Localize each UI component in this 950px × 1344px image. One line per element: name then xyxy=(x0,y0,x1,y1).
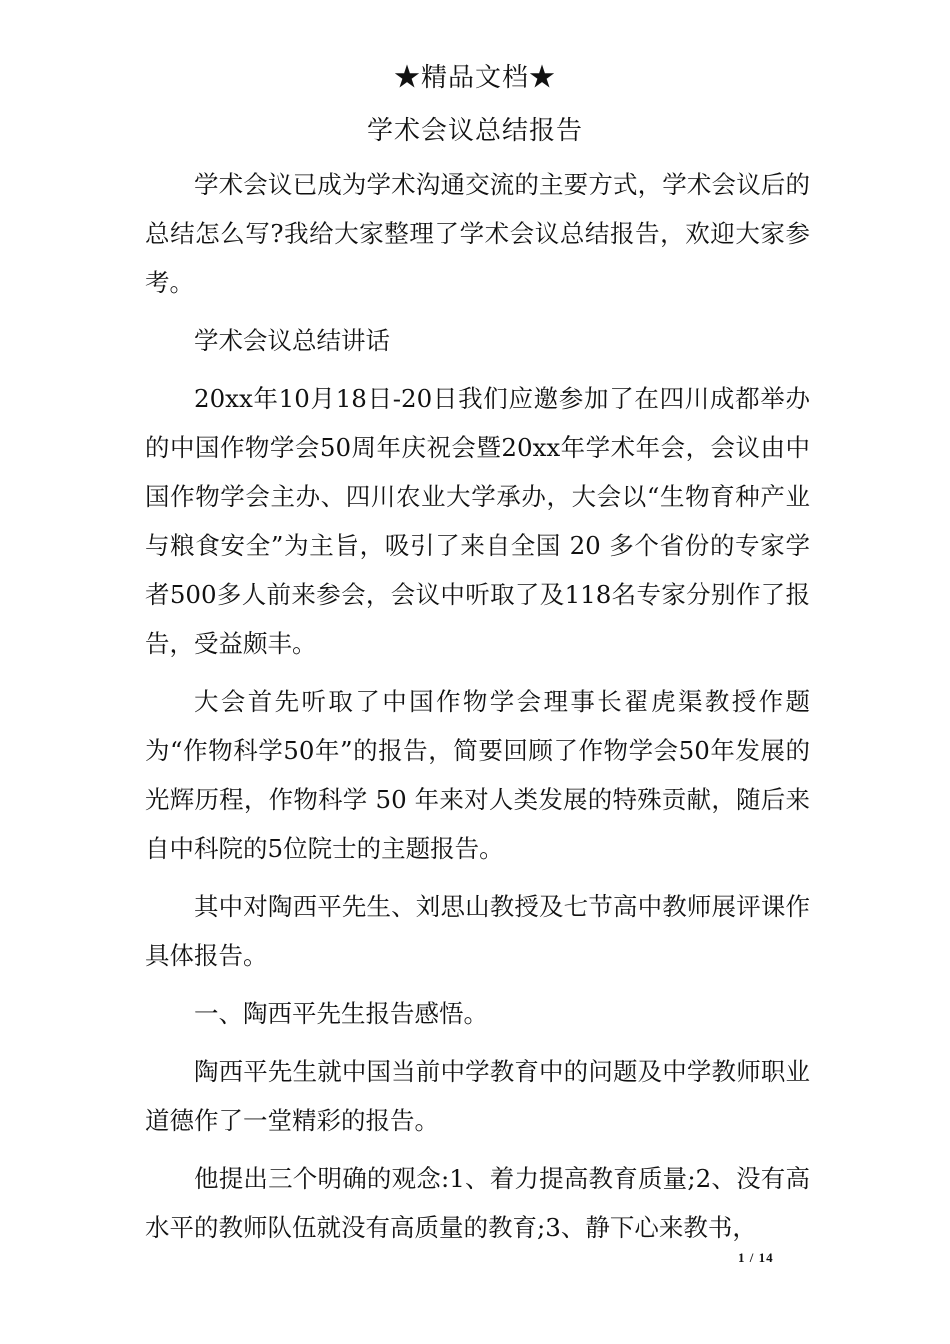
page-title: 学术会议总结报告 xyxy=(366,116,583,146)
paragraph-three-concepts: 他提出三个明确的观念:1、着力提高教育质量;2、没有高水平的教师队伍就没有高质量的教育;3、静下心来教书， xyxy=(145,1164,810,1242)
paragraph-intro: 学术会议已成为学术沟通交流的主要方式，学术会议后的总结怎么写?我给大家整理了学术会议总结报告，欢迎大家参考。 xyxy=(145,170,810,297)
paragraph-tao-report: 陶西平先生就中国当前中学教育中的问题及中学教师职业道德作了一堂精彩的报告。 xyxy=(145,1057,810,1135)
paragraph-subheading: 学术会议总结讲话 xyxy=(194,326,390,355)
paragraph-section-heading: 一、陶西平先生报告感悟。 xyxy=(194,999,488,1028)
header-mark: ★精品文档★ xyxy=(393,63,556,93)
paragraph-reports: 其中对陶西平先生、刘思山教授及七节高中教师展评课作具体报告。 xyxy=(145,892,810,970)
document-body xyxy=(145,160,810,1261)
paragraph-meeting: 20xx年10月18日-20日我们应邀参加了在四川成都举办的中国作物学会50周年庆祝会暨20xx年学术年会，会议由中国作物学会主办、四川农业大学承办，大会以“生物育种产业与粮食安全”为主旨，吸引了来自全国 20 多个省份的专家学者500多人前来参会，会议中听取了及118名专家分别作了报告，受益颇丰。 xyxy=(145,384,810,658)
paragraph-keynote: 大会首先听取了中国作物学会理事长翟虎渠教授作题为“作物科学50年”的报告，简要回顾了作物学会50年发展的光辉历程，作物科学 50 年来对人类发展的特殊贡献，随后来自中科院的5位院士的主题报告。 xyxy=(145,687,810,863)
page-number: 1 / 14 xyxy=(738,1250,774,1265)
